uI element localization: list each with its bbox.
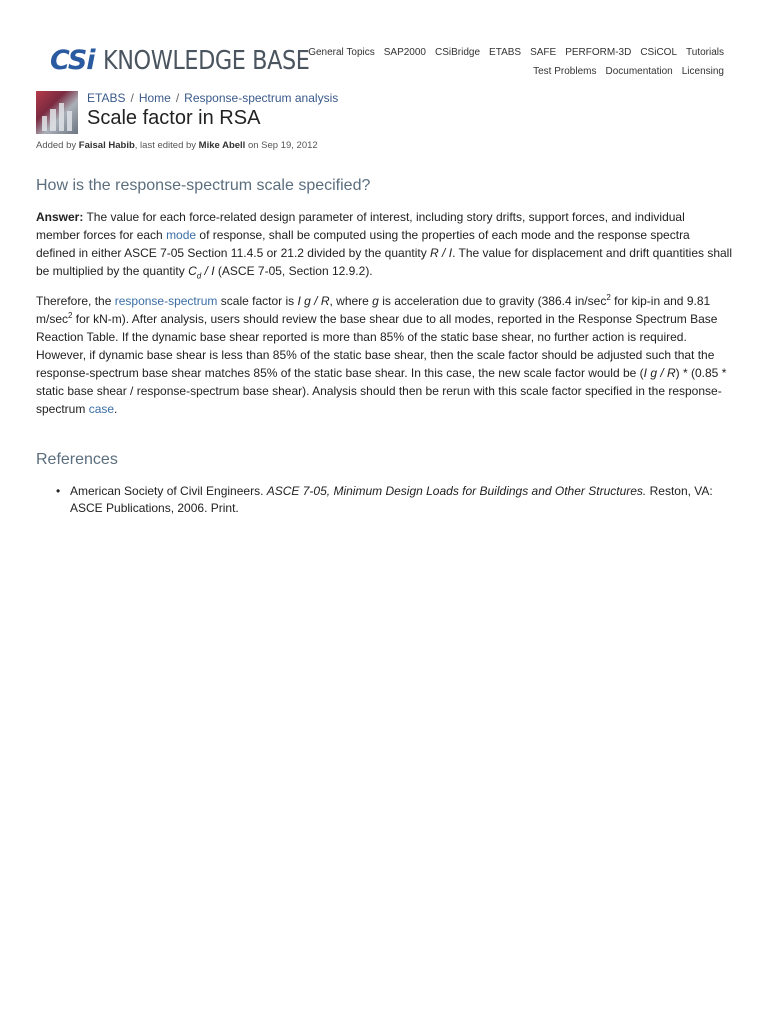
answer-text: . The value for displacement and drift quantities shall be multiplied by the quantity [36, 246, 732, 278]
body-text: for kN-m). After analysis, users should review the base shear due to all modes, reported in the Response Spectrum Base Reaction Table. If the dynamic base shear reported is more than 85% of the static base shear, no further action is required. However, if dynamic base shear is less than 85% of the static base shear, then the scale factor should be adjusted such that the response-spectrum base shear matches 85% of the static base shear. In this case, the new scale factor would be ( [36, 312, 718, 380]
body-text: for kip-in and 9.81 m/sec [36, 294, 711, 326]
page-metadata [36, 140, 318, 151]
answer-paragraph [36, 208, 732, 280]
case-link[interactable]: case [88, 402, 115, 416]
cd-subscript: d [196, 271, 202, 281]
page-title: Scale factor in RSA [87, 107, 261, 129]
breadcrumb [87, 91, 338, 105]
body-text: is acceleration due to gravity (386.4 in/sec [378, 294, 607, 308]
bullet-icon: • [56, 484, 61, 498]
nav-documentation[interactable]: Documentation [605, 66, 673, 77]
breadcrumb-etabs[interactable]: ETABS [87, 91, 126, 105]
breadcrumb-response-spectrum[interactable]: Response-spectrum analysis [184, 91, 339, 105]
reference-author: American Society of Civil Engineers. [70, 484, 267, 498]
body-text: Therefore, the [36, 294, 115, 308]
nav-tutorials[interactable]: Tutorials [686, 47, 724, 58]
nav-test-problems[interactable]: Test Problems [533, 66, 597, 77]
references-heading: References [36, 451, 118, 468]
editor-link[interactable]: Mike Abell [198, 140, 246, 151]
author-link[interactable]: Faisal Habib [78, 140, 135, 151]
top-nav-row-1 [264, 43, 724, 62]
breadcrumb-separator: / [175, 91, 180, 105]
nav-general-topics[interactable]: General Topics [308, 47, 375, 58]
body-text: . [114, 402, 118, 416]
scale-factor-paragraph [36, 292, 732, 418]
edited-by-label: , last edited by [134, 140, 197, 151]
breadcrumb-separator: / [130, 91, 134, 105]
igr-formula: I g / R [643, 366, 676, 380]
csi-logo-mark: CSi [50, 45, 95, 76]
cd-over-i: / I [201, 264, 215, 278]
reference-publisher: Reston, VA: ASCE Publications, 2006. Print. [70, 484, 713, 515]
site-header [0, 0, 768, 90]
r-over-i: R / I [430, 246, 453, 260]
building-bars-graphic [42, 103, 72, 131]
answer-text: The value for each force-related design parameter of interest, including story drifts, support forces, and individual member forces for each [36, 210, 685, 242]
answer-text: (ASCE 7-05, Section 12.9.2). [214, 264, 373, 278]
nav-etabs[interactable]: ETABS [489, 47, 522, 58]
breadcrumb-home[interactable]: Home [138, 91, 171, 105]
nav-licensing[interactable]: Licensing [681, 66, 724, 77]
site-name: KNOWLEDGE BASE [102, 46, 309, 76]
igr-formula: I g / R [297, 294, 330, 308]
nav-csicol[interactable]: CSiCOL [640, 47, 678, 58]
cd-c: C [188, 264, 197, 278]
response-spectrum-link[interactable]: response-spectrum [114, 294, 218, 308]
added-by-label: Added by [36, 140, 77, 151]
top-nav-row-2 [264, 62, 724, 81]
reference-title: ASCE 7-05, Minimum Design Loads for Buildings and Other Structures. [266, 484, 647, 498]
date-label: on [247, 140, 259, 151]
reference-item [56, 483, 732, 517]
answer-text: of response, shall be computed using the properties of each mode and the response spectra defined in either ASCE 7-05 Section 11.4.5 or 21.2 divided by the quantity [36, 228, 690, 260]
nav-perform-3d[interactable]: PERFORM-3D [565, 47, 632, 58]
answer-label: Answer: [36, 210, 84, 224]
body-text: ) * (0.85 * static base shear / response-spectrum base shear). Analysis should then be rerun with this scale factor specified in the response-spectrum [36, 366, 727, 416]
g-symbol: g [372, 294, 379, 308]
top-navigation [264, 43, 724, 81]
nav-csibridge[interactable]: CSiBridge [435, 47, 481, 58]
body-text: scale factor is [217, 294, 298, 308]
references-list [56, 483, 732, 517]
nav-sap2000[interactable]: SAP2000 [383, 47, 426, 58]
nav-safe[interactable]: SAFE [530, 47, 557, 58]
question-heading: How is the response-spectrum scale specified? [36, 177, 371, 194]
edit-date[interactable]: Sep 19, 2012 [261, 140, 318, 151]
body-text: , where [329, 294, 373, 308]
cd-symbol [188, 264, 215, 281]
mode-link[interactable]: mode [166, 228, 197, 242]
superscript: 2 [606, 293, 611, 302]
space-icon[interactable] [36, 91, 78, 134]
superscript: 2 [68, 311, 73, 320]
